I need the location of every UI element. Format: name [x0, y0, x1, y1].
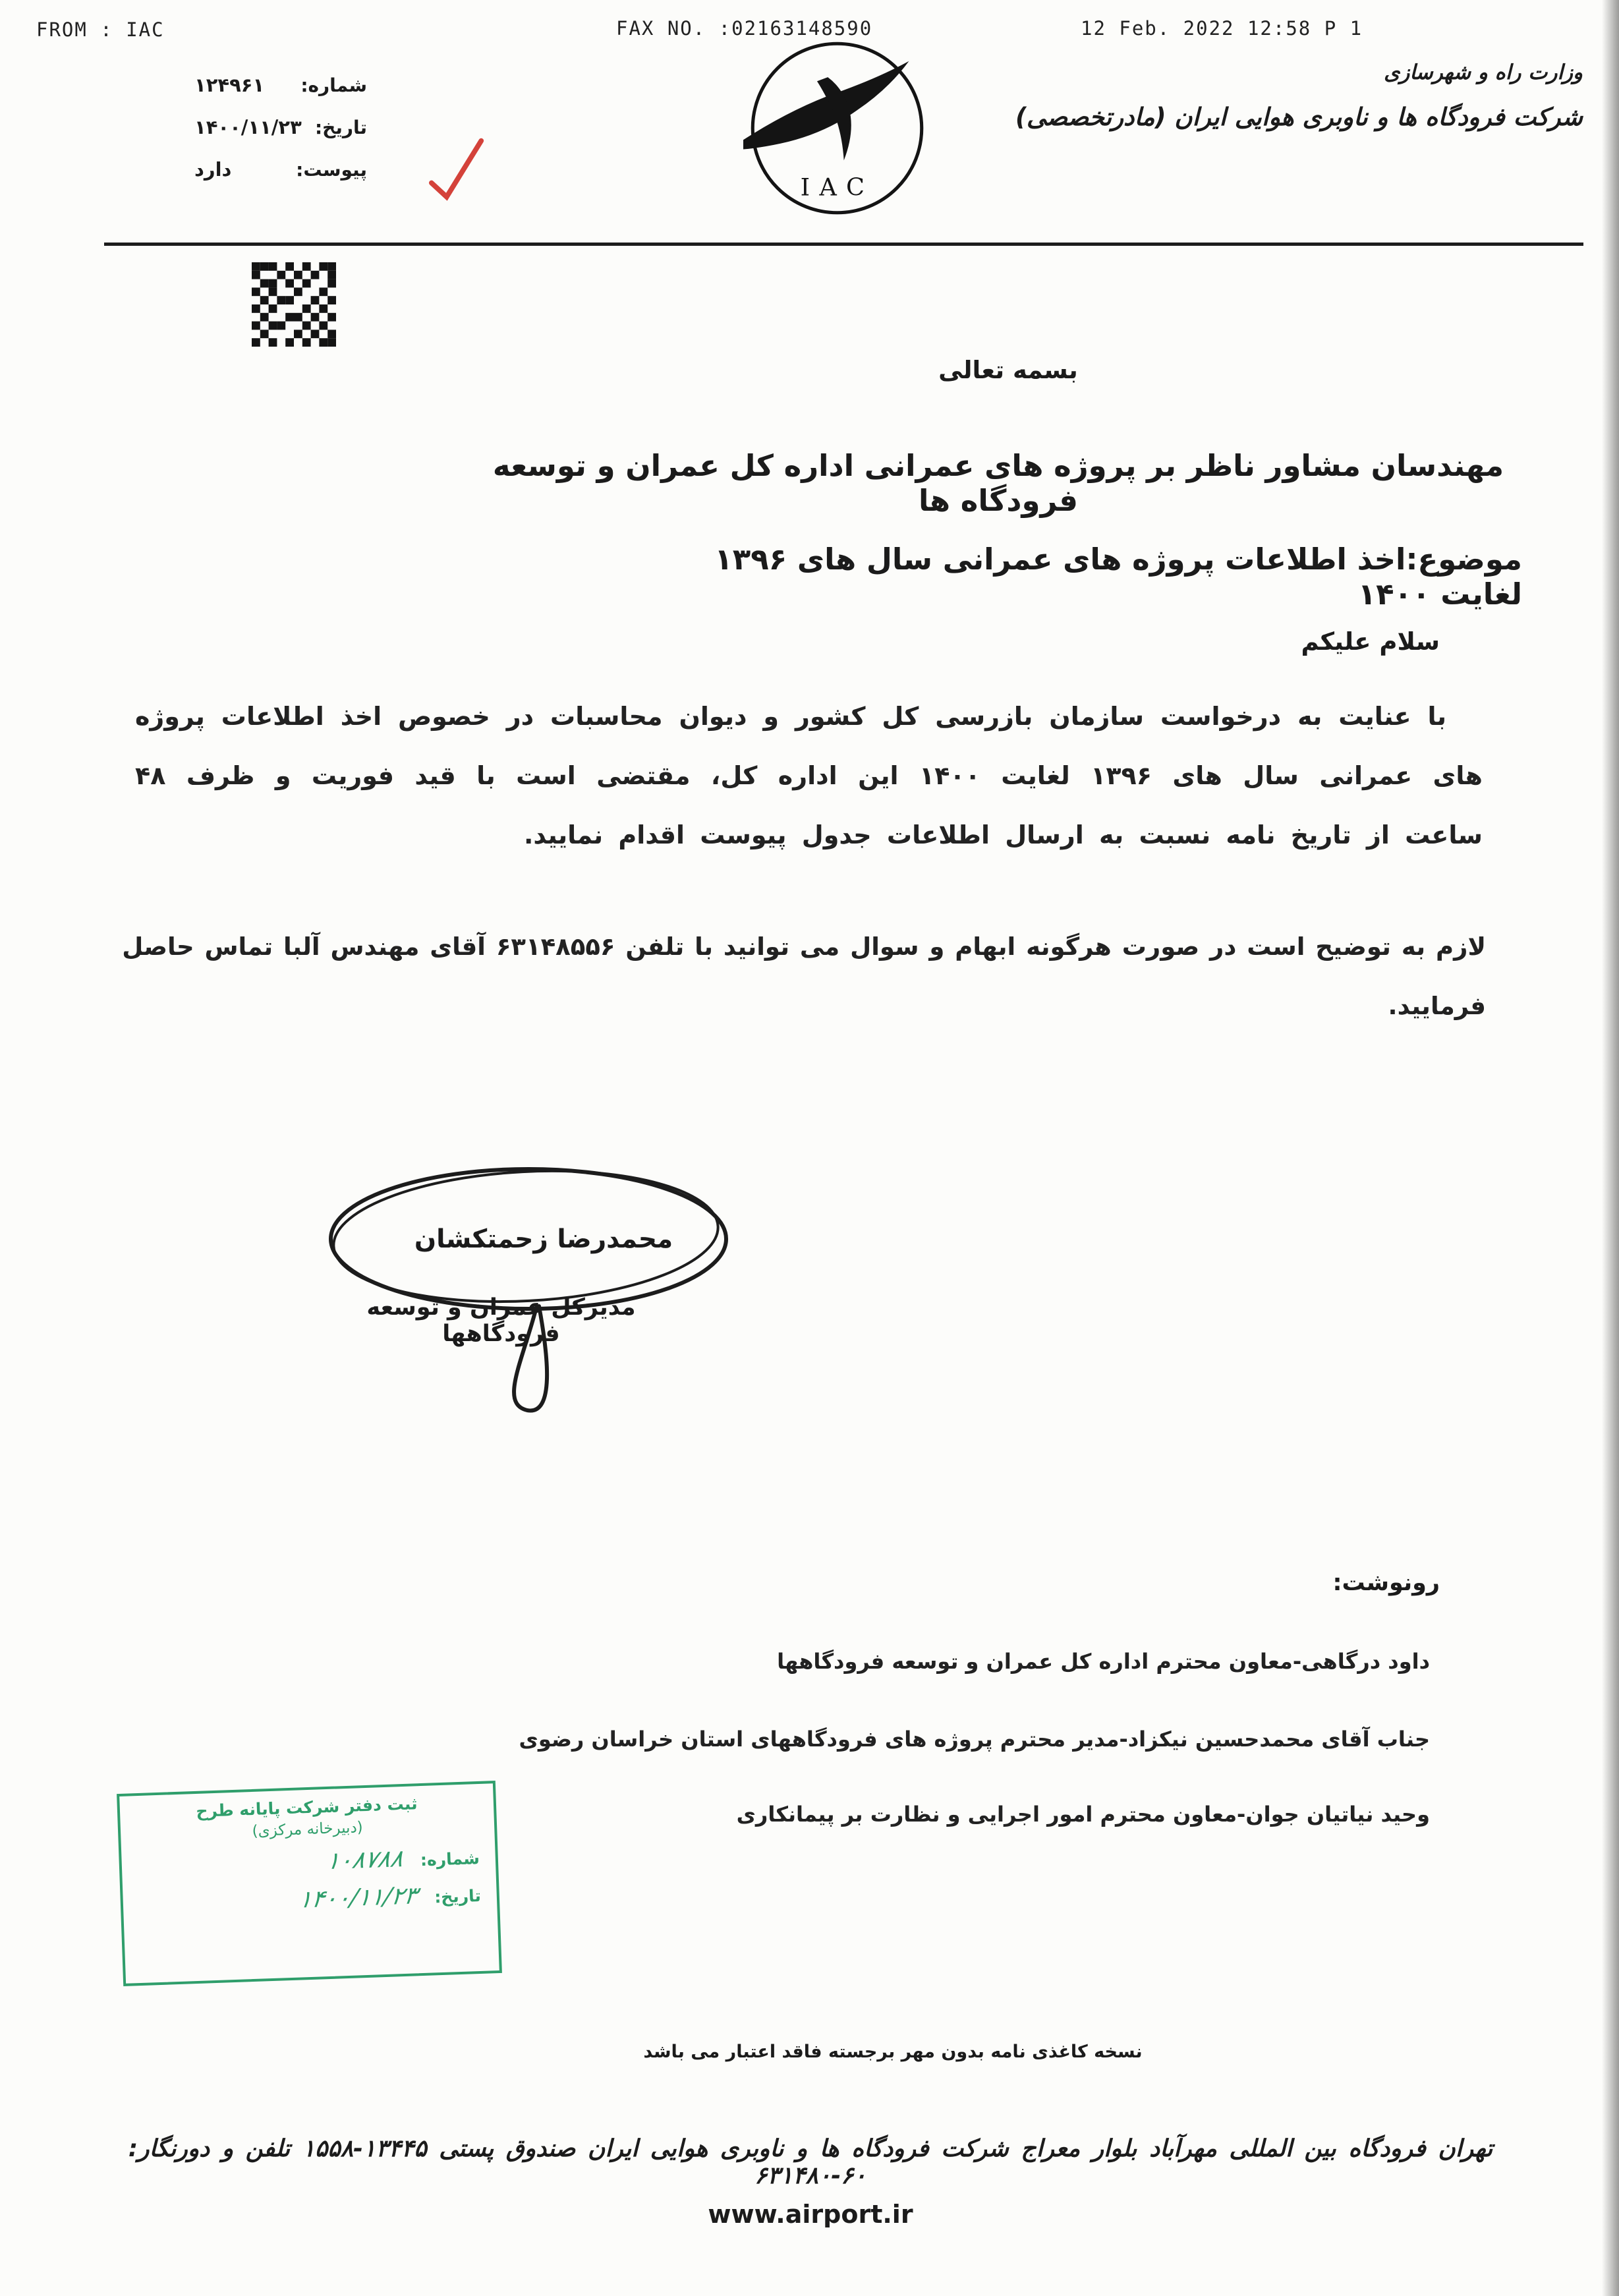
salutation-line: سلام علیکم	[1301, 627, 1440, 656]
fax-datetime: 12 Feb. 2022 12:58 P 1	[1081, 17, 1363, 40]
body-paragraph-2: لازم به توضیح است در صورت هرگونه ابهام و سوال می توانید با تلفن ۶۳۱۴۸۵۵۶ آقای مهندس آلبا تماس حاصل فرمایید.	[122, 933, 1486, 1020]
number-value: ۱۲۴۹۶۱	[194, 74, 265, 96]
number-label: شماره:	[300, 74, 367, 96]
letter-date-row	[194, 116, 367, 138]
cc-item: داود درگاهی-معاون محترم اداره کل عمران و توسعه فرودگاهها	[777, 1649, 1430, 1674]
secretariat-stamp	[117, 1781, 502, 1986]
besmele-line: بسمه تعالی	[938, 356, 1078, 384]
body-paragraph-1: با عنایت به درخواست سازمان بازرسی کل کشور و دیوان محاسبات در خصوص اخذ اطلاعات پروژه های عمرانی سال های ۱۳۹۶ لغایت ۱۴۰۰ این اداره کل، مقتضی است با قید فوریت و ظرف ۴۸ ساعت از تاریخ نامه نسبت به ارسال اطلاعات جدول پیوست اقدام نمایید.	[135, 702, 1483, 849]
stamp-number-handwritten: ۱۰۸۷۸۸	[325, 1845, 405, 1876]
cc-item: وحید نیاتیان جوان-معاون محترم امور اجرایی و نظارت بر پیمانکاری	[736, 1802, 1430, 1827]
fax-from: FROM : IAC	[36, 18, 165, 41]
letter-meta	[194, 74, 367, 181]
attachment-value: دارد	[194, 158, 232, 181]
date-label: تاریخ:	[314, 117, 367, 138]
ministry-name: وزارت راه و شهرسازی	[1384, 61, 1583, 84]
stamp-date-label: تاریخ:	[434, 1885, 482, 1907]
signature-scribble-icon	[316, 1139, 758, 1422]
header-divider	[104, 243, 1583, 246]
cc-label: رونوشت:	[1332, 1570, 1440, 1596]
letter-number-row	[194, 74, 367, 96]
fax-number: FAX NO. :02163148590	[616, 17, 873, 40]
footer-validity-note: نسخه کاغذی نامه بدون مهر برجسته فاقد اعتبار می باشد	[643, 2042, 1143, 2062]
date-value: ۱۴۰۰/۱۱/۲۳	[194, 116, 302, 138]
company-name: شرکت فرودگاه ها و ناوبری هوایی ایران (مادرتخصصی)	[1015, 103, 1583, 131]
footer-website: www.airport.ir	[708, 2200, 913, 2227]
svg-text:IAC: IAC	[800, 173, 874, 202]
recipient-line: مهندسان مشاور ناظر بر پروژه های عمرانی اداره کل عمران و توسعه فرودگاه ها	[492, 448, 1504, 518]
stamp-number-row	[132, 1843, 485, 1882]
stamp-number-label: شماره:	[420, 1848, 480, 1870]
signatory-name: محمدرضا زحمتکشان	[414, 1224, 673, 1254]
signatory-title: مدیرکل عمران و توسعه فرودگاهها	[366, 1294, 636, 1347]
iac-logo-icon	[743, 34, 931, 222]
subject-line: موضوع:اخذ اطلاعات پروژه های عمرانی سال های ۱۳۹۶ لغایت ۱۴۰۰	[714, 542, 1522, 612]
attachment-label: پیوست:	[296, 159, 367, 181]
footer-address-line: تهران فرودگاه بین المللی مهرآباد بلوار معراج شرکت فرودگاه ها و ناوبری هوایی ایران صندوق پستی ۱۳۴۴۵-۱۵۵۸ تلفن و دورنگار: ۶۰-۶۳۱۴۸۰	[128, 2135, 1493, 2189]
qr-code	[252, 262, 336, 347]
cc-item: جناب آقای محمدحسین نیکزاد-مدیر محترم پروژه های فرودگاههای استان خراسان رضوی	[519, 1727, 1430, 1752]
letter-attachment-row	[194, 158, 367, 181]
stamp-line-1: ثبت دفتر شرکت پایانه طرح	[195, 1794, 418, 1821]
stamp-date-row	[133, 1880, 486, 1920]
stamp-line-2: (دبیرخانه مرکزی)	[252, 1819, 364, 1840]
stamp-date-handwritten: ۱۴۰۰/۱۱/۲۳	[297, 1882, 420, 1914]
letterhead	[1003, 61, 1583, 131]
red-checkmark-icon	[417, 132, 499, 214]
scan-edge-artifact	[1602, 0, 1619, 2296]
